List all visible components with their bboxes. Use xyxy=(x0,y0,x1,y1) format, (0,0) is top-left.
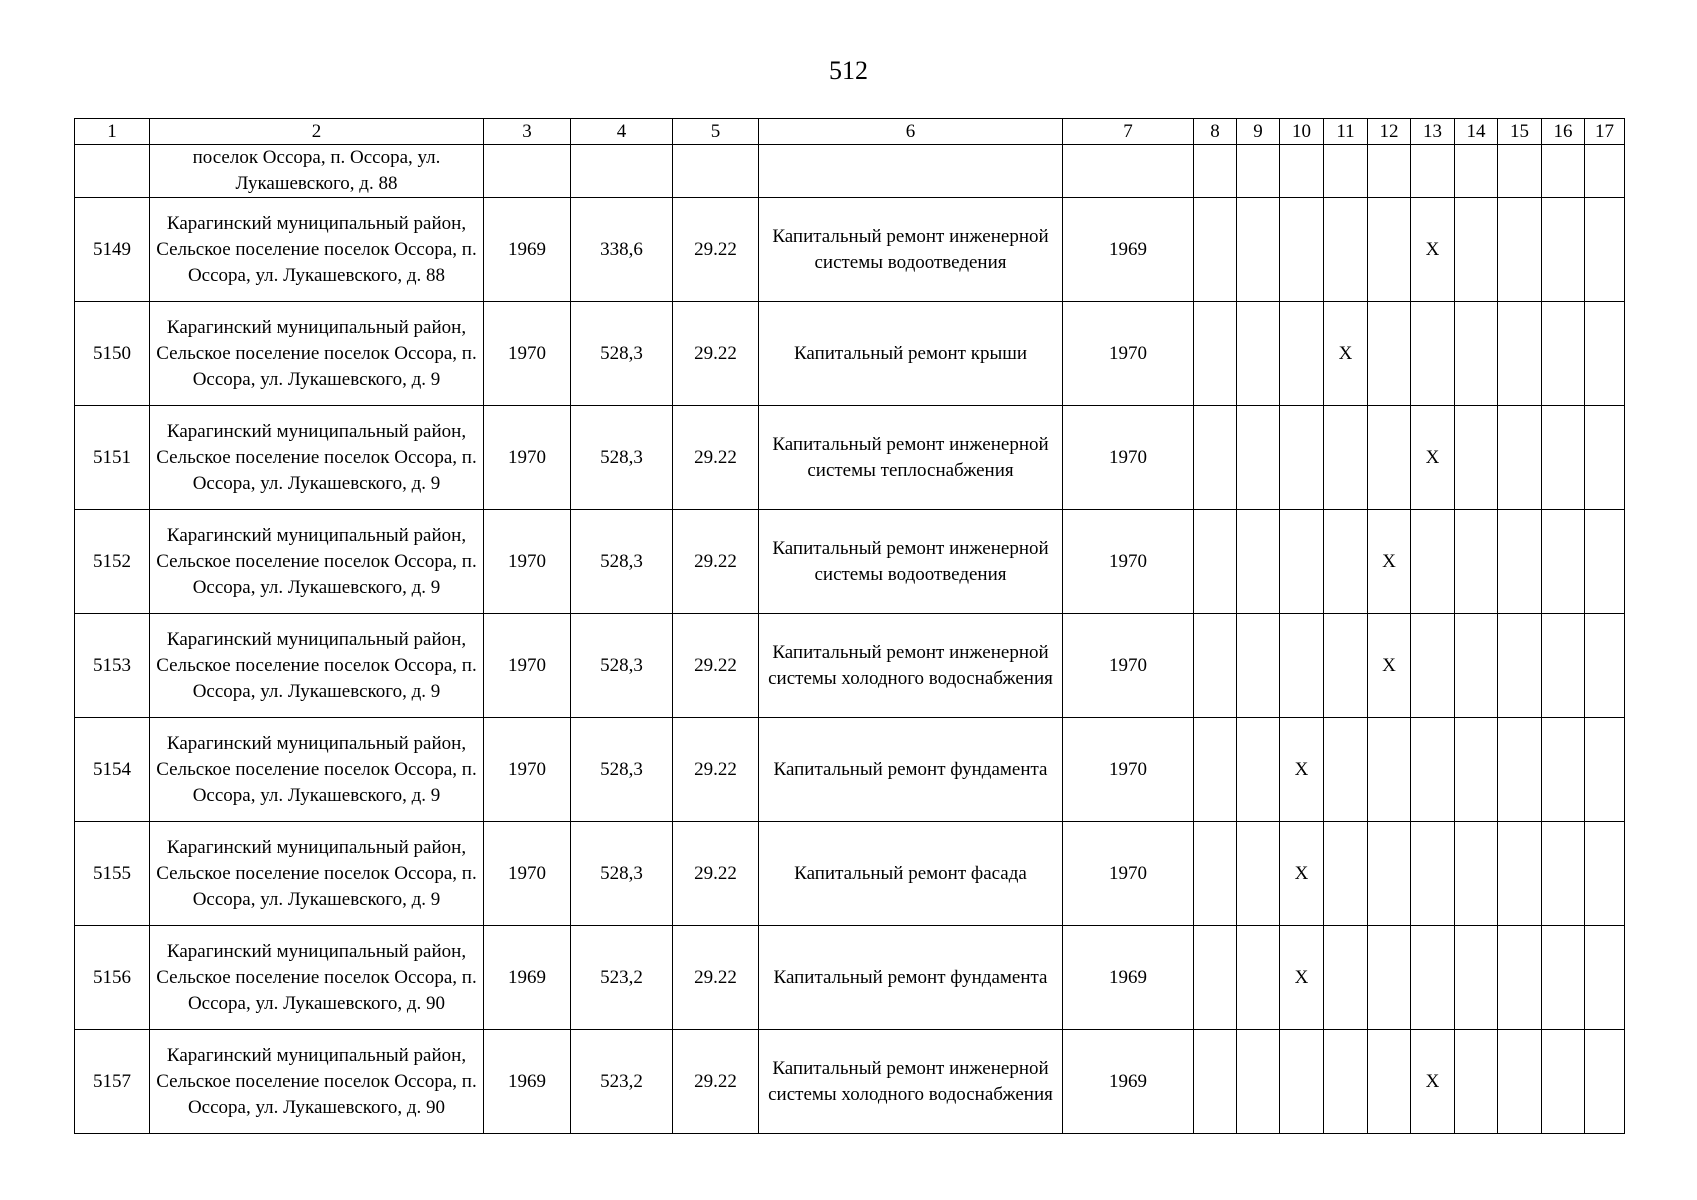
column-number-header: 8 xyxy=(1194,119,1237,145)
cell-empty xyxy=(1542,302,1585,406)
cell-work-type: Капитальный ремонт инженерной системы водоотведения xyxy=(759,510,1063,614)
cell-period: 1970 xyxy=(1063,406,1194,510)
cell-empty xyxy=(1455,406,1498,510)
cell-empty xyxy=(1280,1030,1324,1134)
cell-empty xyxy=(1368,718,1411,822)
cell-empty xyxy=(1542,198,1585,302)
cell-empty xyxy=(673,145,759,198)
cell-address: Карагинский муниципальный район, Сельское поселение поселок Оссора, п. Оссора, ул. Лукашевского, д. 9 xyxy=(150,302,484,406)
cell-row-number: 5157 xyxy=(75,1030,150,1134)
cell-empty xyxy=(1324,614,1368,718)
cell-mark: X xyxy=(1280,718,1324,822)
cell-address: Карагинский муниципальный район, Сельское поселение поселок Оссора, п. Оссора, ул. Лукашевского, д. 9 xyxy=(150,718,484,822)
cell-row-number: 5150 xyxy=(75,302,150,406)
cell-empty xyxy=(1280,145,1324,198)
cell-empty xyxy=(1324,198,1368,302)
cell-area: 338,6 xyxy=(571,198,673,302)
cell-empty xyxy=(1368,822,1411,926)
cell-empty xyxy=(1455,198,1498,302)
cell-area: 528,3 xyxy=(571,510,673,614)
cell-build-year: 1970 xyxy=(484,406,571,510)
cell-work-type: Капитальный ремонт инженерной системы холодного водоснабжения xyxy=(759,1030,1063,1134)
cell-address: Карагинский муниципальный район, Сельское поселение поселок Оссора, п. Оссора, ул. Лукашевского, д. 9 xyxy=(150,510,484,614)
cell-empty xyxy=(1542,926,1585,1030)
cell-empty xyxy=(1498,822,1542,926)
cell-empty xyxy=(1411,145,1455,198)
cell-empty xyxy=(1455,614,1498,718)
column-number-header: 16 xyxy=(1542,119,1585,145)
cell-empty xyxy=(75,145,150,198)
cell-address: Карагинский муниципальный район, Сельское поселение поселок Оссора, п. Оссора, ул. Лукашевского, д. 9 xyxy=(150,822,484,926)
cell-empty xyxy=(1498,302,1542,406)
cell-period: 1969 xyxy=(1063,1030,1194,1134)
column-number-header: 6 xyxy=(759,119,1063,145)
cell-empty xyxy=(1280,510,1324,614)
cell-empty xyxy=(1280,406,1324,510)
cell-build-year: 1970 xyxy=(484,614,571,718)
cell-empty xyxy=(1411,510,1455,614)
cell-empty xyxy=(759,145,1063,198)
cell-empty xyxy=(1324,718,1368,822)
cell-empty xyxy=(1585,145,1625,198)
cell-empty xyxy=(1498,510,1542,614)
cell-empty xyxy=(484,145,571,198)
cell-empty xyxy=(1542,406,1585,510)
column-number-row xyxy=(75,119,1625,145)
table-row xyxy=(75,198,1625,302)
cell-empty xyxy=(1498,718,1542,822)
cell-empty xyxy=(1542,145,1585,198)
cell-mark: X xyxy=(1368,614,1411,718)
cell-empty xyxy=(1237,145,1280,198)
cell-empty xyxy=(1368,1030,1411,1134)
cell-empty xyxy=(1194,822,1237,926)
cell-address: Карагинский муниципальный район, Сельское поселение поселок Оссора, п. Оссора, ул. Лукашевского, д. 88 xyxy=(150,198,484,302)
cell-area: 528,3 xyxy=(571,718,673,822)
column-number-header: 15 xyxy=(1498,119,1542,145)
cell-empty xyxy=(1455,510,1498,614)
cell-row-number: 5155 xyxy=(75,822,150,926)
cell-empty xyxy=(1324,822,1368,926)
cell-empty xyxy=(1324,406,1368,510)
cell-mark: X xyxy=(1280,822,1324,926)
cell-empty xyxy=(1498,145,1542,198)
column-number-header: 10 xyxy=(1280,119,1324,145)
cell-empty xyxy=(1455,926,1498,1030)
cell-empty xyxy=(1237,926,1280,1030)
column-number-header: 7 xyxy=(1063,119,1194,145)
cell-empty xyxy=(1411,822,1455,926)
cell-empty xyxy=(1368,302,1411,406)
cell-empty xyxy=(1411,302,1455,406)
cell-rate: 29.22 xyxy=(673,1030,759,1134)
cell-period: 1970 xyxy=(1063,718,1194,822)
table-row xyxy=(75,406,1625,510)
capital-repair-table xyxy=(74,118,1625,1134)
cell-empty xyxy=(1194,406,1237,510)
table-body xyxy=(75,119,1625,1134)
column-number-header: 14 xyxy=(1455,119,1498,145)
cell-empty xyxy=(1194,145,1237,198)
cell-row-number: 5156 xyxy=(75,926,150,1030)
cell-mark: X xyxy=(1324,302,1368,406)
cell-work-type: Капитальный ремонт фундамента xyxy=(759,718,1063,822)
cell-period: 1970 xyxy=(1063,614,1194,718)
cell-row-number: 5151 xyxy=(75,406,150,510)
column-number-header: 12 xyxy=(1368,119,1411,145)
cell-empty xyxy=(1194,1030,1237,1134)
cell-empty xyxy=(1585,822,1625,926)
cell-empty xyxy=(1237,406,1280,510)
column-number-header: 1 xyxy=(75,119,150,145)
cell-area: 528,3 xyxy=(571,822,673,926)
cell-empty xyxy=(1194,926,1237,1030)
cell-period: 1970 xyxy=(1063,822,1194,926)
cell-period: 1970 xyxy=(1063,510,1194,614)
column-number-header: 17 xyxy=(1585,119,1625,145)
table-row xyxy=(75,822,1625,926)
cell-empty xyxy=(1585,718,1625,822)
cell-period: 1969 xyxy=(1063,926,1194,1030)
table-row xyxy=(75,302,1625,406)
cell-empty xyxy=(1194,510,1237,614)
cell-empty xyxy=(1498,1030,1542,1134)
cell-empty xyxy=(1455,302,1498,406)
cell-build-year: 1969 xyxy=(484,1030,571,1134)
cell-empty xyxy=(1411,614,1455,718)
cell-row-number: 5154 xyxy=(75,718,150,822)
cell-build-year: 1970 xyxy=(484,302,571,406)
cell-row-number: 5153 xyxy=(75,614,150,718)
cell-mark: X xyxy=(1368,510,1411,614)
column-number-header: 5 xyxy=(673,119,759,145)
cell-rate: 29.22 xyxy=(673,510,759,614)
cell-empty xyxy=(1237,510,1280,614)
cell-work-type: Капитальный ремонт инженерной системы теплоснабжения xyxy=(759,406,1063,510)
cell-address: Карагинский муниципальный район, Сельское поселение поселок Оссора, п. Оссора, ул. Лукашевского, д. 90 xyxy=(150,926,484,1030)
cell-empty xyxy=(1324,1030,1368,1134)
cell-empty xyxy=(1063,145,1194,198)
cell-build-year: 1969 xyxy=(484,926,571,1030)
cell-empty xyxy=(1368,145,1411,198)
cell-area: 528,3 xyxy=(571,614,673,718)
cell-empty xyxy=(1585,406,1625,510)
column-number-header: 3 xyxy=(484,119,571,145)
cell-rate: 29.22 xyxy=(673,926,759,1030)
cell-mark: X xyxy=(1411,198,1455,302)
cell-empty xyxy=(1542,718,1585,822)
cell-rate: 29.22 xyxy=(673,718,759,822)
cell-empty xyxy=(1411,718,1455,822)
cell-empty xyxy=(1237,302,1280,406)
continuation-row xyxy=(75,145,1625,198)
cell-empty xyxy=(1498,198,1542,302)
cell-work-type: Капитальный ремонт фасада xyxy=(759,822,1063,926)
cell-empty xyxy=(1324,510,1368,614)
cell-area: 523,2 xyxy=(571,1030,673,1134)
cell-empty xyxy=(1455,145,1498,198)
cell-empty xyxy=(1368,406,1411,510)
cell-empty xyxy=(1411,926,1455,1030)
cell-build-year: 1970 xyxy=(484,718,571,822)
cell-empty xyxy=(1542,614,1585,718)
column-number-header: 2 xyxy=(150,119,484,145)
cell-empty xyxy=(1194,302,1237,406)
table-row xyxy=(75,926,1625,1030)
cell-empty xyxy=(1368,926,1411,1030)
cell-empty xyxy=(1542,510,1585,614)
cell-empty xyxy=(1280,614,1324,718)
cell-address: поселок Оссора, п. Оссора, ул. Лукашевского, д. 88 xyxy=(150,145,484,198)
cell-empty xyxy=(1237,718,1280,822)
cell-empty xyxy=(1194,614,1237,718)
cell-empty xyxy=(1455,1030,1498,1134)
column-number-header: 11 xyxy=(1324,119,1368,145)
cell-mark: X xyxy=(1280,926,1324,1030)
cell-empty xyxy=(1280,302,1324,406)
cell-empty xyxy=(1237,822,1280,926)
cell-build-year: 1970 xyxy=(484,510,571,614)
table-row xyxy=(75,510,1625,614)
cell-empty xyxy=(1194,718,1237,822)
table-row xyxy=(75,1030,1625,1134)
cell-row-number: 5152 xyxy=(75,510,150,614)
table-row xyxy=(75,614,1625,718)
cell-build-year: 1969 xyxy=(484,198,571,302)
cell-empty xyxy=(1455,718,1498,822)
cell-empty xyxy=(571,145,673,198)
cell-empty xyxy=(1455,822,1498,926)
cell-empty xyxy=(1498,926,1542,1030)
cell-address: Карагинский муниципальный район, Сельское поселение поселок Оссора, п. Оссора, ул. Лукашевского, д. 9 xyxy=(150,406,484,510)
cell-address: Карагинский муниципальный район, Сельское поселение поселок Оссора, п. Оссора, ул. Лукашевского, д. 9 xyxy=(150,614,484,718)
cell-empty xyxy=(1498,406,1542,510)
cell-empty xyxy=(1194,198,1237,302)
cell-empty xyxy=(1585,302,1625,406)
column-number-header: 9 xyxy=(1237,119,1280,145)
cell-empty xyxy=(1542,1030,1585,1134)
cell-address: Карагинский муниципальный район, Сельское поселение поселок Оссора, п. Оссора, ул. Лукашевского, д. 90 xyxy=(150,1030,484,1134)
cell-empty xyxy=(1324,926,1368,1030)
cell-work-type: Капитальный ремонт инженерной системы водоотведения xyxy=(759,198,1063,302)
cell-work-type: Капитальный ремонт инженерной системы холодного водоснабжения xyxy=(759,614,1063,718)
page-number: 512 xyxy=(829,56,868,85)
cell-mark: X xyxy=(1411,1030,1455,1134)
cell-empty xyxy=(1324,145,1368,198)
cell-rate: 29.22 xyxy=(673,406,759,510)
cell-period: 1969 xyxy=(1063,198,1194,302)
cell-empty xyxy=(1542,822,1585,926)
cell-area: 523,2 xyxy=(571,926,673,1030)
cell-work-type: Капитальный ремонт крыши xyxy=(759,302,1063,406)
cell-rate: 29.22 xyxy=(673,302,759,406)
cell-period: 1970 xyxy=(1063,302,1194,406)
cell-rate: 29.22 xyxy=(673,198,759,302)
cell-empty xyxy=(1498,614,1542,718)
cell-empty xyxy=(1237,1030,1280,1134)
cell-area: 528,3 xyxy=(571,302,673,406)
cell-mark: X xyxy=(1411,406,1455,510)
cell-empty xyxy=(1280,198,1324,302)
cell-empty xyxy=(1585,1030,1625,1134)
cell-empty xyxy=(1585,198,1625,302)
cell-rate: 29.22 xyxy=(673,822,759,926)
cell-empty xyxy=(1585,926,1625,1030)
cell-work-type: Капитальный ремонт фундамента xyxy=(759,926,1063,1030)
cell-empty xyxy=(1585,510,1625,614)
cell-build-year: 1970 xyxy=(484,822,571,926)
cell-rate: 29.22 xyxy=(673,614,759,718)
cell-area: 528,3 xyxy=(571,406,673,510)
column-number-header: 4 xyxy=(571,119,673,145)
cell-empty xyxy=(1237,614,1280,718)
cell-empty xyxy=(1237,198,1280,302)
column-number-header: 13 xyxy=(1411,119,1455,145)
cell-empty xyxy=(1368,198,1411,302)
cell-row-number: 5149 xyxy=(75,198,150,302)
cell-empty xyxy=(1585,614,1625,718)
table-row xyxy=(75,718,1625,822)
